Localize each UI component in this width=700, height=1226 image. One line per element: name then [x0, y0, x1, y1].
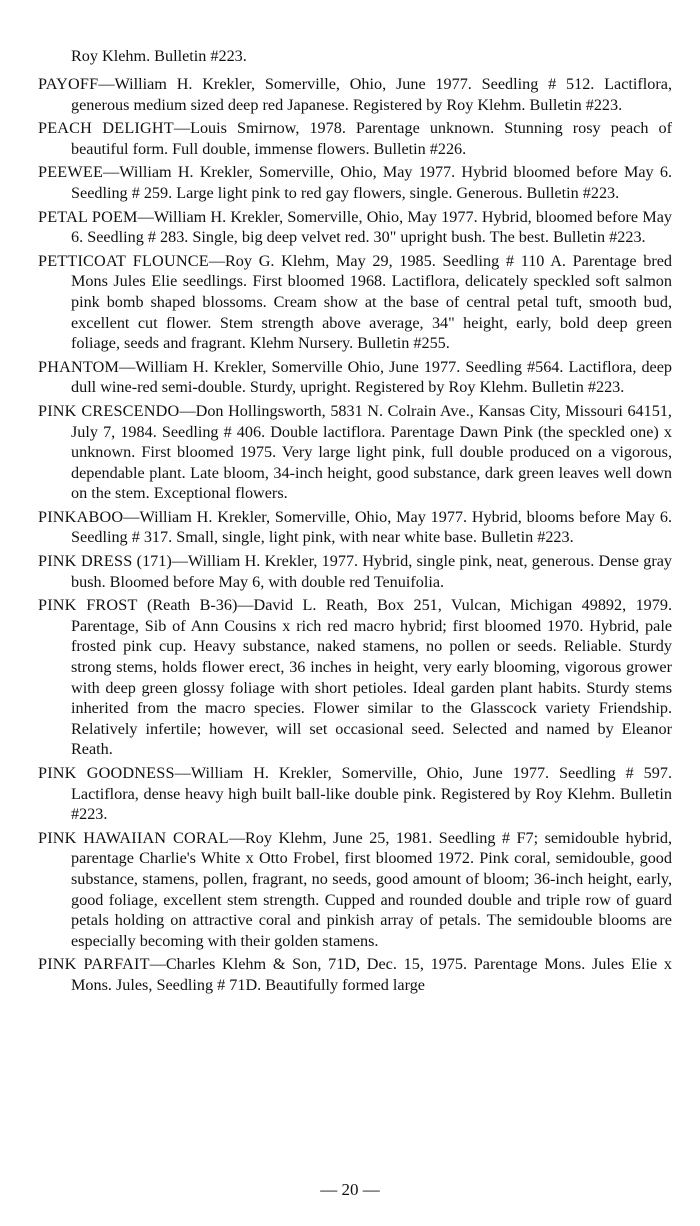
entry-payoff: [38, 74, 672, 115]
continued-line: Roy Klehm. Bulletin #223.: [71, 47, 247, 65]
entry-peach-delight: [38, 118, 672, 159]
registration-list: [38, 74, 672, 999]
entry-text: —William H. Krekler, Somerville, Ohio, June 1977. Seedling # 597. Lactiflora, dense heavy high built ball-like double pink. Registered by Roy Klehm. Bulletin #223.: [71, 764, 672, 824]
entry-name: PINK DRESS: [38, 552, 133, 571]
entry-text: —Roy Klehm, June 25, 1981. Seedling # F7; semidouble hybrid, parentage Charlie's White x Otto Frobel, first bloomed 1972. Pink coral, semidouble, good substance, stamens, pollen, fragrant, no seeds, good amount of bloom; 36-inch height, early, good foliage, excellent stem strength. Cupped and rounded double and triple row of guard petals holding on attractive coral and pinkish array of petals. The semidouble blooms are especially becoming with their golden stamens.: [71, 828, 672, 950]
entry-pink-goodness: [38, 763, 672, 825]
entry-petticoat-flounce: [38, 251, 672, 354]
entry-text: —William H. Krekler, Somerville, Ohio, May 1977. Hybrid bloomed before May 6. Seedling # 259. Large light pink to red gay flowers, single. Generous. Bulletin #223.: [71, 163, 672, 202]
entry-name: PETTICOAT FLOUNCE: [38, 251, 209, 270]
entry-text: —William H. Krekler, Somerville, Ohio, May 1977. Hybrid, blooms before May 6. Seedling # 317. Small, single, light pink, with near white base. Bulletin #223.: [71, 507, 672, 547]
entry-name: PEEWEE: [38, 163, 104, 182]
entry-peewee: [38, 162, 672, 203]
entry-name: PINK FROST: [38, 596, 138, 615]
entry-name: PINK PARFAIT: [38, 955, 150, 974]
entry-name: PAYOFF: [38, 75, 99, 93]
entry-text: —Charles Klehm & Son, 71D, Dec. 15, 1975. Parentage Mons. Jules Elie x Mons. Jules, Seedling # 71D. Beautifully formed large: [71, 955, 672, 994]
entry-pink-parfait: [38, 954, 672, 995]
entry-pink-crescendo: [38, 401, 672, 504]
entry-name: PINK CRESCENDO: [38, 401, 180, 420]
entry-name: PEACH DELIGHT: [38, 119, 174, 138]
entry-text: —William H. Krekler, Somerville, Ohio, June 1977. Seedling # 512. Lactiflora, generous medium sized deep red Japanese. Registered by Roy Klehm. Bulletin #223.: [71, 75, 672, 114]
entry-text: (Reath B-36)—David L. Reath, Box 251, Vulcan, Michigan 49892, 1979. Parentage, Sib of Ann Cousins x rich red macro hybrid; first bloomed 1970. Hybrid, pale frosted pink cup. Heavy substance, naked stamens, no pollen or seeds. Reliable. Sturdy strong stems, holds flower erect, 36 inches in height, very early blooming, vigorous grower with deep green glossy foliage with short petioles. Ideal garden plant habits. Sturdy stems inherited from the macro species. Flower similar to the Glasscock variety Friendship. Relatively infertile; however, will set occasional seed. Selected and named by Eleanor Reath.: [71, 596, 672, 759]
entry-name: PETAL POEM: [38, 207, 138, 226]
entry-name: PINKABOO: [38, 507, 124, 526]
entry-text: (171)—William H. Krekler, 1977. Hybrid, single pink, neat, generous. Dense gray bush. Bloomed before May 6, with double red Tenuifolia.: [71, 552, 672, 591]
entry-petal-poem: [38, 207, 672, 248]
entry-name: PHANTOM: [38, 357, 120, 376]
entry-phantom: [38, 357, 672, 398]
entry-text: —William H. Krekler, Somerville, Ohio, May 1977. Hybrid, bloomed before May 6. Seedling # 283. Single, big deep velvet red. 30" upright bush. The best. Bulletin #223.: [71, 207, 672, 247]
entry-text: —William H. Krekler, Somerville Ohio, June 1977. Seedling #564. Lactiflora, deep dull wine-red semi-double. Sturdy, upright. Registered by Roy Klehm. Bulletin #223.: [71, 357, 672, 397]
entry-name: PINK HAWAIIAN CORAL: [38, 828, 229, 847]
entry-pink-hawaiian-coral: [38, 828, 672, 952]
page-number: — 20 —: [320, 1180, 380, 1199]
entry-text: —Roy G. Klehm, May 29, 1985. Seedling # 110 A. Parentage bred Mons Jules Elie seedlings. First bloomed 1968. Lactiflora, delicately speckled soft salmon pink bomb shaped blossoms. Cream show at the base of central petal tuft, smooth bud, excellent cut flower. Stem strength above average, 34" height, early, bold deep green foliage, seeds and fragrant. Klehm Nursery. Bulletin #255.: [71, 251, 672, 353]
entry-pink-dress: [38, 551, 672, 592]
entry-name: PINK GOODNESS: [38, 764, 175, 782]
entry-pinkaboo: [38, 507, 672, 548]
entry-text: —Louis Smirnow, 1978. Parentage unknown. Stunning rosy peach of beautiful form. Full double, immense flowers. Bulletin #226.: [71, 119, 672, 158]
entry-pink-frost: [38, 595, 672, 760]
entry-text: —Don Hollingsworth, 5831 N. Colrain Ave., Kansas City, Missouri 64151, July 7, 1984. Seedling # 406. Double lactiflora. Parentage Dawn Pink (the speckled one) x unknown. First bloomed 1975. Very large light pink, full double produced on a vigorous, dependable plant. Late bloom, 34-inch height, good substance, dark green leaves well down on the stem. Exceptional flowers.: [71, 401, 672, 503]
